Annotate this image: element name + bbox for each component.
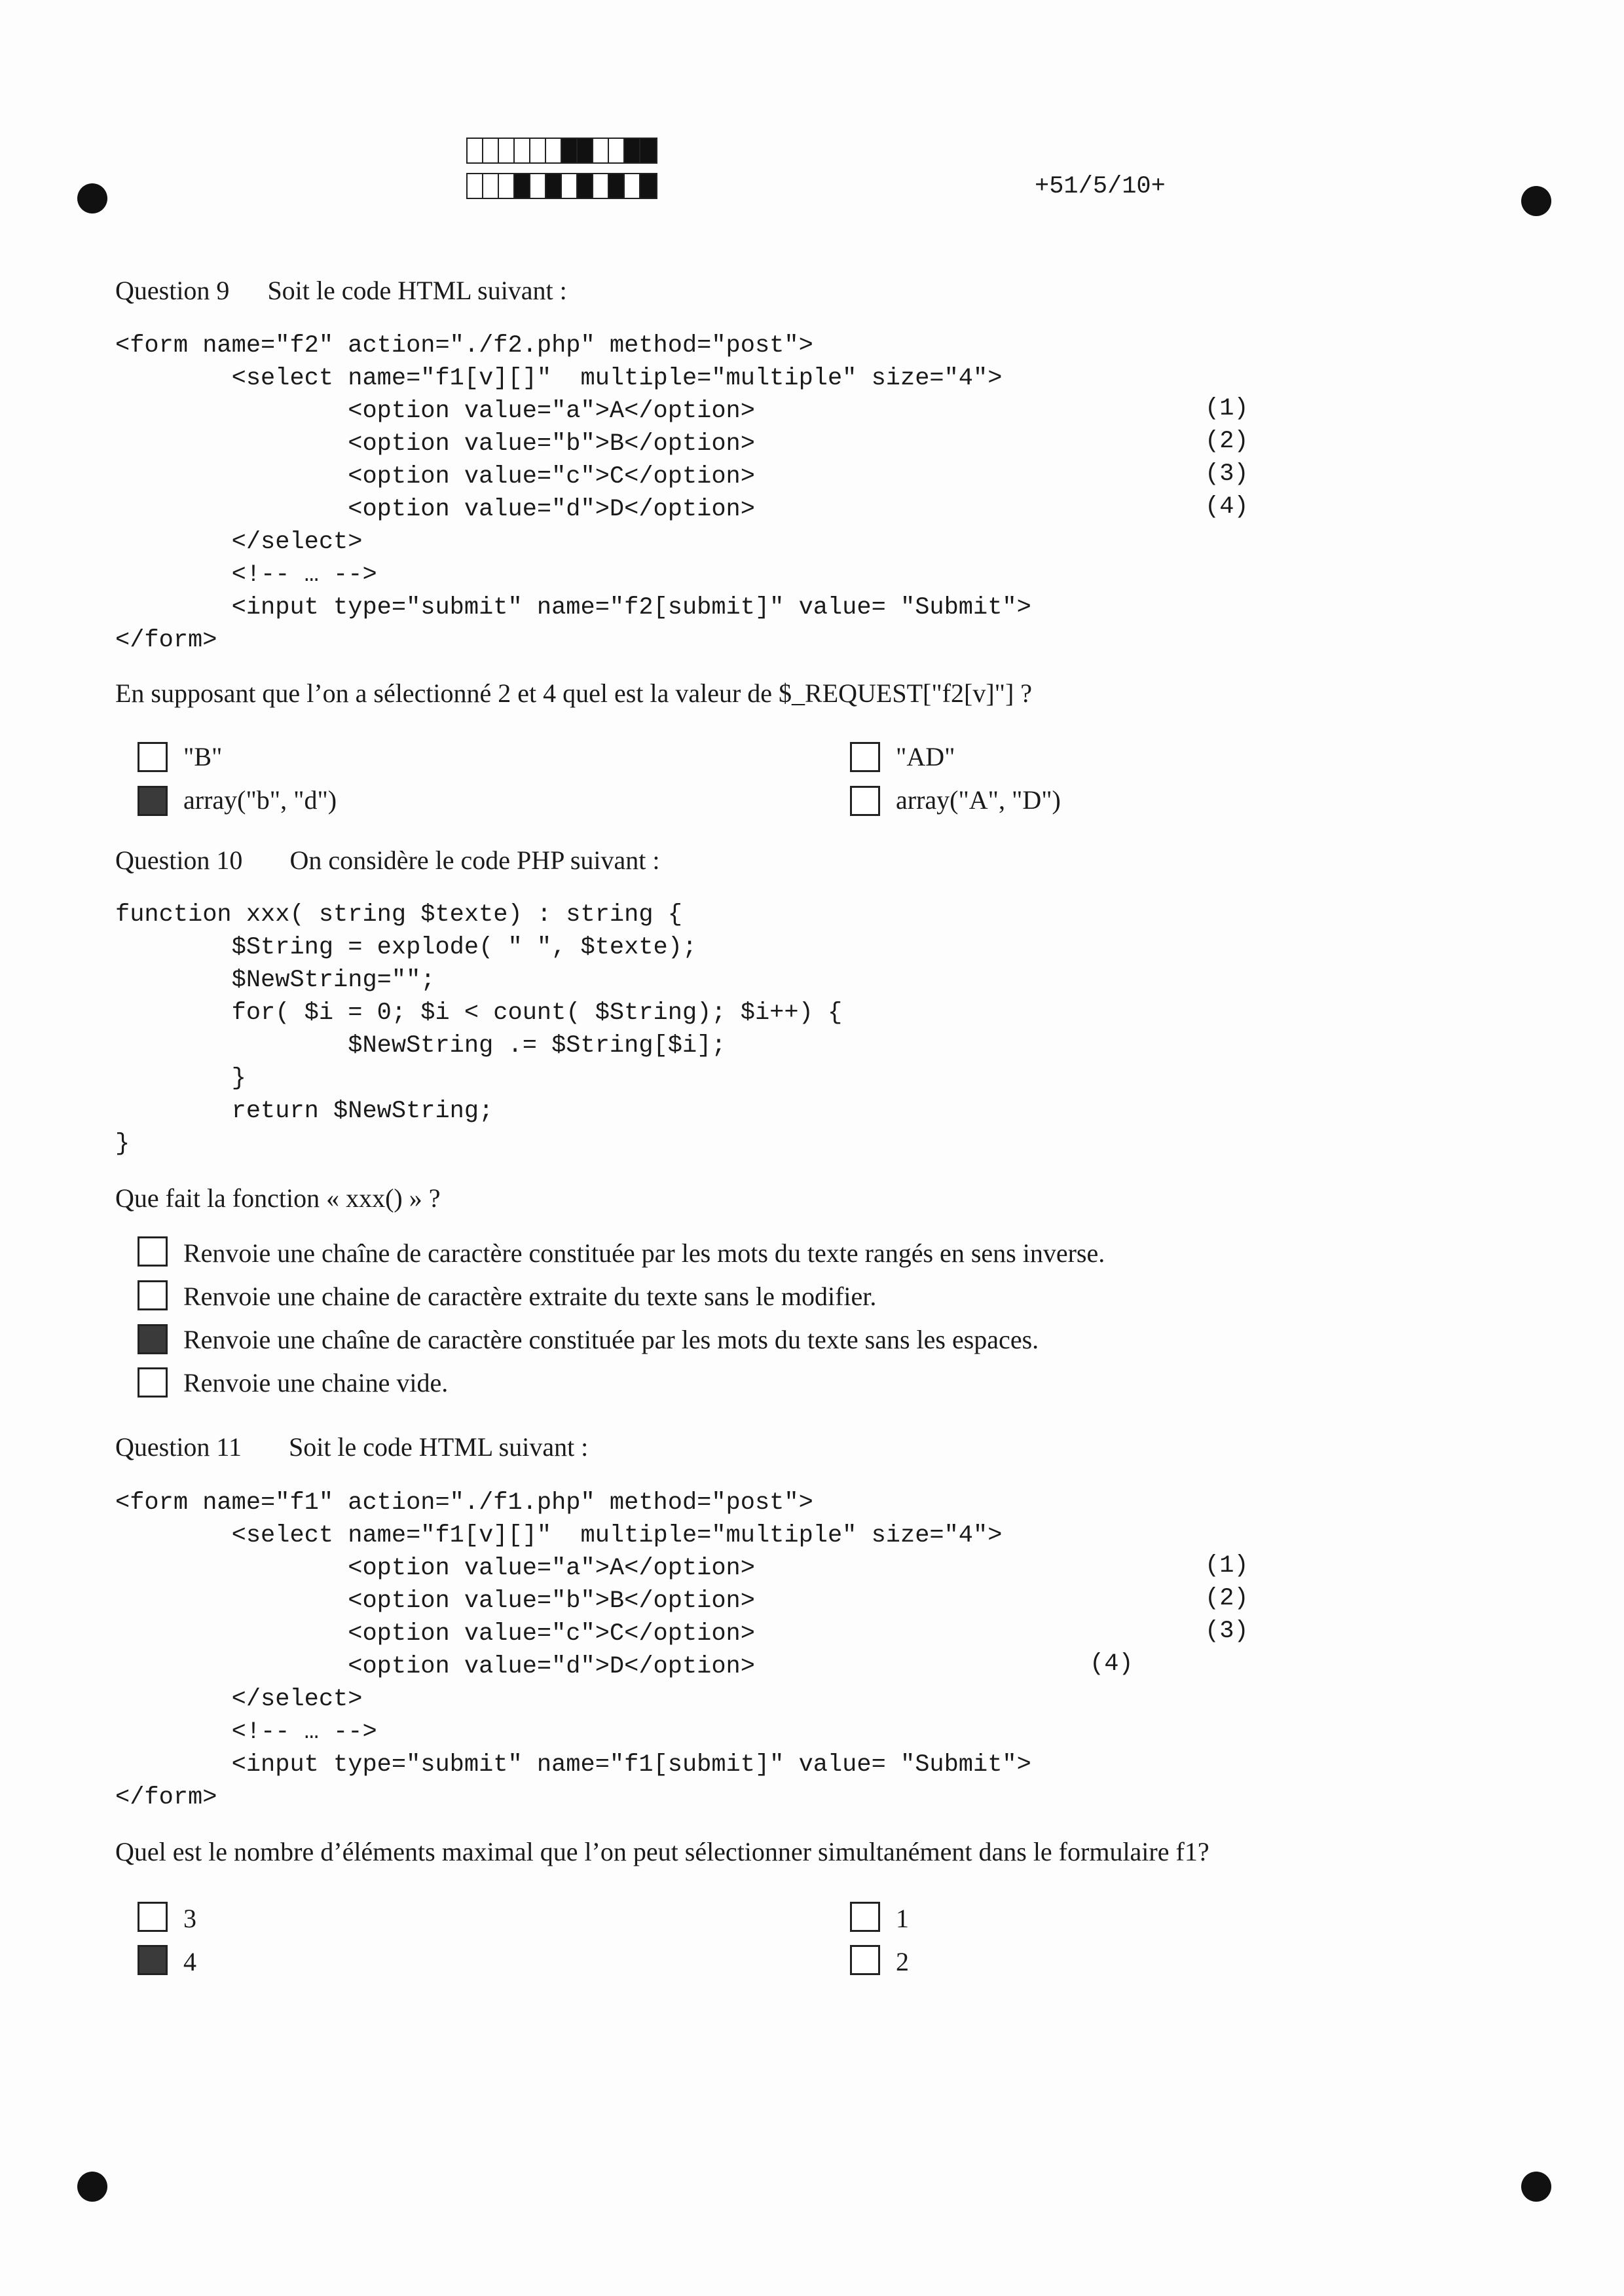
- q9-code-line: </form>: [115, 627, 217, 654]
- q9-prompt: Soit le code HTML suivant :: [267, 276, 567, 305]
- q10-code-line: for( $i = 0; $i < count( $String); $i++) {: [115, 999, 843, 1027]
- q11-code-line: </select>: [115, 1686, 363, 1713]
- barcode-top-cell: [562, 139, 578, 162]
- q11-code-line: <form name="f1" action="./f1.php" method="post">: [115, 1489, 813, 1517]
- q9-code-block: [115, 329, 1031, 657]
- q10-prompt: On considère le code PHP suivant :: [289, 845, 660, 875]
- q9-header: [115, 275, 567, 306]
- q10-code-line: $NewString .= $String[$i];: [115, 1032, 726, 1060]
- page-id: +51/5/10+: [1035, 173, 1166, 200]
- q11-checkbox-1[interactable]: [850, 1902, 880, 1932]
- q9-line-number: (4): [1205, 493, 1249, 521]
- q11-option-2-label: 2: [896, 1947, 909, 1976]
- q10-option-3-label: Renvoie une chaîne de caractère constituée par les mots du texte sans les espaces.: [183, 1325, 1039, 1354]
- q10-label: Question 10: [115, 845, 243, 875]
- barcode-bottom: [466, 173, 657, 199]
- q10-question: Que fait la fonction « xxx() » ?: [115, 1183, 441, 1213]
- q11-prompt: Soit le code HTML suivant :: [288, 1432, 589, 1462]
- barcode-bottom-cell: [609, 174, 625, 198]
- registration-mark-top-right: [1521, 186, 1551, 216]
- barcode-top-cell: [530, 139, 546, 162]
- q11-option-1-label: 1: [896, 1904, 909, 1933]
- q11-code-block: [115, 1487, 1031, 1814]
- q11-header: [115, 1432, 588, 1462]
- q9-checkbox-b[interactable]: [138, 742, 168, 772]
- barcode-bottom-cell: [640, 174, 656, 198]
- q9-option-ad-label: "AD": [896, 742, 955, 771]
- barcode-top-cell: [640, 139, 656, 162]
- q9-question: En supposant que l’on a sélectionné 2 et 4 quel est la valeur de $_REQUEST["f2[v]"] ?: [115, 678, 1033, 708]
- barcode-top-cell: [468, 139, 483, 162]
- barcode-bottom-cell: [578, 174, 593, 198]
- q10-checkbox-3[interactable]: [138, 1324, 168, 1354]
- barcode-bottom-cell: [468, 174, 483, 198]
- q9-code-line: <option value="d">D</option>: [115, 496, 755, 523]
- barcode-top-cell: [515, 139, 530, 162]
- q10-code-line: return $NewString;: [115, 1098, 494, 1125]
- q11-label: Question 11: [115, 1432, 242, 1462]
- barcode-top-cell: [546, 139, 562, 162]
- barcode-bottom-cell: [530, 174, 546, 198]
- q11-checkbox-3[interactable]: [138, 1902, 168, 1932]
- q11-option-4-label: 4: [183, 1947, 196, 1976]
- q10-code-block: [115, 898, 842, 1160]
- barcode-bottom-cell: [515, 174, 530, 198]
- barcode-top-cell: [609, 139, 625, 162]
- q10-checkbox-1[interactable]: [138, 1236, 168, 1267]
- barcode-bottom-cell: [546, 174, 562, 198]
- q9-option-array-ad-label: array("A", "D"): [896, 785, 1061, 815]
- q11-question: Quel est le nombre d’éléments maximal que l’on peut sélectionner simultanément dans le formulaire f1?: [115, 1837, 1209, 1866]
- q9-checkbox-array-bd[interactable]: [138, 786, 168, 816]
- q11-line-number: (4): [1090, 1650, 1134, 1678]
- q9-line-number: (2): [1205, 428, 1249, 455]
- q11-code-line: <!-- … -->: [115, 1718, 377, 1746]
- barcode-top-cell: [578, 139, 593, 162]
- q11-line-number: (2): [1205, 1585, 1249, 1612]
- barcode-top-cell: [625, 139, 640, 162]
- barcode-bottom-cell: [499, 174, 515, 198]
- q11-code-line: <input type="submit" name="f1[submit]" value= "Submit">: [115, 1751, 1031, 1779]
- q9-code-line: <select name="f1[v][]" multiple="multiple" size="4">: [115, 365, 1003, 392]
- q10-code-line: $NewString="";: [115, 967, 435, 994]
- q11-code-line: <option value="d">D</option>: [115, 1653, 755, 1680]
- barcode-top-cell: [593, 139, 609, 162]
- q11-code-line: <option value="b">B</option>: [115, 1587, 755, 1615]
- q9-code-line: <option value="c">C</option>: [115, 463, 755, 491]
- q10-code-line: function xxx( string $texte) : string {: [115, 901, 682, 929]
- q10-code-line: $String = explode( " ", $texte);: [115, 934, 697, 961]
- q11-checkbox-2[interactable]: [850, 1945, 880, 1975]
- q10-code-line: }: [115, 1065, 246, 1092]
- q9-option-b-label: "B": [183, 742, 223, 771]
- q11-code-line: </form>: [115, 1784, 217, 1811]
- registration-mark-bottom-left: [77, 2172, 107, 2202]
- barcode-bottom-cell: [483, 174, 499, 198]
- q9-code-line: <option value="b">B</option>: [115, 430, 755, 458]
- barcode-top: [466, 138, 657, 164]
- q9-line-number: (1): [1205, 395, 1249, 422]
- q10-header: [115, 845, 660, 876]
- registration-mark-bottom-right: [1521, 2172, 1551, 2202]
- q9-code-line: </select>: [115, 528, 363, 556]
- q11-option-3-label: 3: [183, 1904, 196, 1933]
- q11-checkbox-4[interactable]: [138, 1945, 168, 1975]
- q11-code-line: <option value="c">C</option>: [115, 1620, 755, 1648]
- barcode-top-cell: [483, 139, 499, 162]
- q11-line-number: (1): [1205, 1552, 1249, 1580]
- q11-code-line: <select name="f1[v][]" multiple="multiple" size="4">: [115, 1522, 1003, 1549]
- q10-option-4-label: Renvoie une chaine vide.: [183, 1368, 449, 1398]
- barcode-top-cell: [499, 139, 515, 162]
- barcode-bottom-cell: [593, 174, 609, 198]
- q11-code-line: <option value="a">A</option>: [115, 1555, 755, 1582]
- barcode-bottom-cell: [562, 174, 578, 198]
- barcode-bottom-cell: [625, 174, 640, 198]
- q9-option-array-bd-label: array("b", "d"): [183, 785, 337, 815]
- q9-code-line: <option value="a">A</option>: [115, 398, 755, 425]
- q9-code-line: <form name="f2" action="./f2.php" method="post">: [115, 332, 813, 360]
- q10-checkbox-4[interactable]: [138, 1367, 168, 1398]
- q11-line-number: (3): [1205, 1618, 1249, 1645]
- q10-checkbox-2[interactable]: [138, 1280, 168, 1310]
- q10-code-line: }: [115, 1130, 130, 1158]
- q9-line-number: (3): [1205, 460, 1249, 488]
- q9-checkbox-array-ad[interactable]: [850, 786, 880, 816]
- registration-mark-top-left: [77, 183, 107, 213]
- q9-code-line: <!-- … -->: [115, 561, 377, 589]
- q10-option-1-label: Renvoie une chaîne de caractère constituée par les mots du texte rangés en sens inverse.: [183, 1238, 1105, 1268]
- q9-label: Question 9: [115, 276, 230, 305]
- q9-checkbox-ad[interactable]: [850, 742, 880, 772]
- q10-option-2-label: Renvoie une chaine de caractère extraite du texte sans le modifier.: [183, 1282, 877, 1311]
- q9-code-line: <input type="submit" name="f2[submit]" value= "Submit">: [115, 594, 1031, 621]
